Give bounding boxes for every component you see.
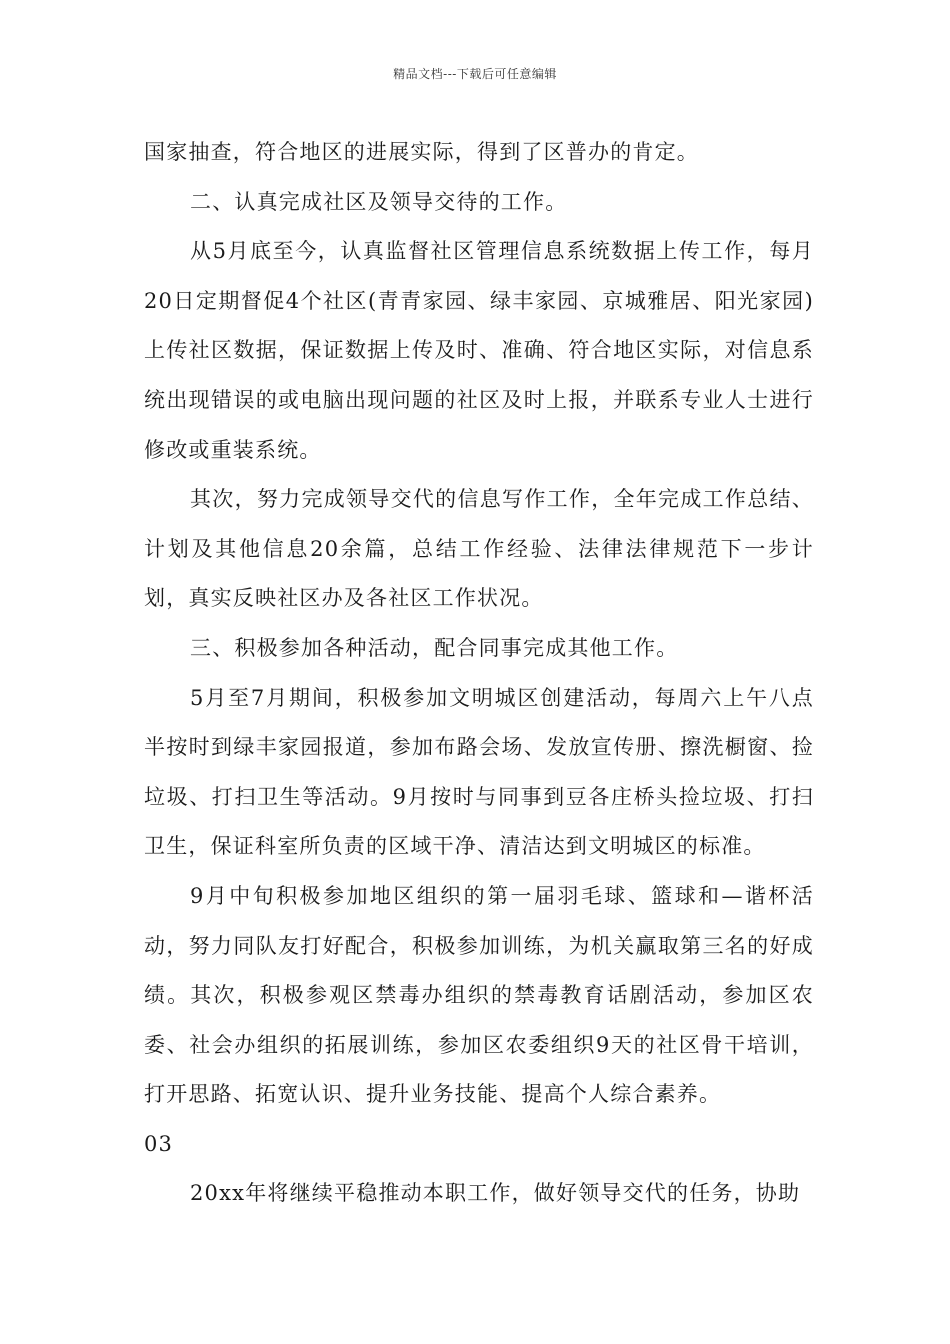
paragraph: 9月中旬积极参加地区组织的第一届羽毛球、篮球和—谐杯活动，努力同队友打好配合，积极参加训练，为机关赢取第三名的好成绩。其次，积极参观区禁毒办组织的禁毒教育话剧活动，参加区农委、社会办组织的拓展训练，参加区农委组织9天的社区骨干培训，打开思路、拓宽认识、提升业务技能、提高个人综合素养。 [144, 883, 814, 1107]
paragraph: 从5月底至今，认真监督社区管理信息系统数据上传工作，每月20日定期督促4个社区(青青家园、绿丰家园、京城雅居、阳光家园)上传社区数据，保证数据上传及时、准确、符合地区实际，对信息系统出现错误的或电脑出现问题的社区及时上报，并联系专业人士进行修改或重装系统。 [144, 239, 814, 462]
section-number: 03 [144, 1131, 174, 1156]
page-header: 精品文档---下载后可任意编辑 [393, 67, 557, 81]
paragraph: 其次，努力完成领导交代的信息写作工作，全年完成工作总结、计划及其他信息20余篇，总结工作经验、法律法律规范下一步计划，真实反映社区办及各社区工作状况。 [144, 487, 814, 611]
section-heading: 三、积极参加各种活动，配合同事完成其他工作。 [190, 635, 679, 660]
section-heading: 二、认真完成社区及领导交待的工作。 [190, 189, 568, 214]
paragraph: 20xx年将继续平稳推动本职工作，做好领导交代的任务，协助 [190, 1181, 801, 1206]
paragraph: 5月至7月期间，积极参加文明城区创建活动，每周六上午八点半按时到绿丰家园报道，参加布路会场、发放宣传册、擦洗橱窗、捡垃圾、打扫卫生等活动。9月按时与同事到豆各庄桥头捡垃圾、打扫卫生，保证科室所负责的区域干净、清洁达到文明城区的标准。 [144, 685, 814, 859]
document-body [144, 128, 814, 1219]
paragraph: 国家抽查，符合地区的进展实际，得到了区普办的肯定。 [144, 140, 699, 164]
